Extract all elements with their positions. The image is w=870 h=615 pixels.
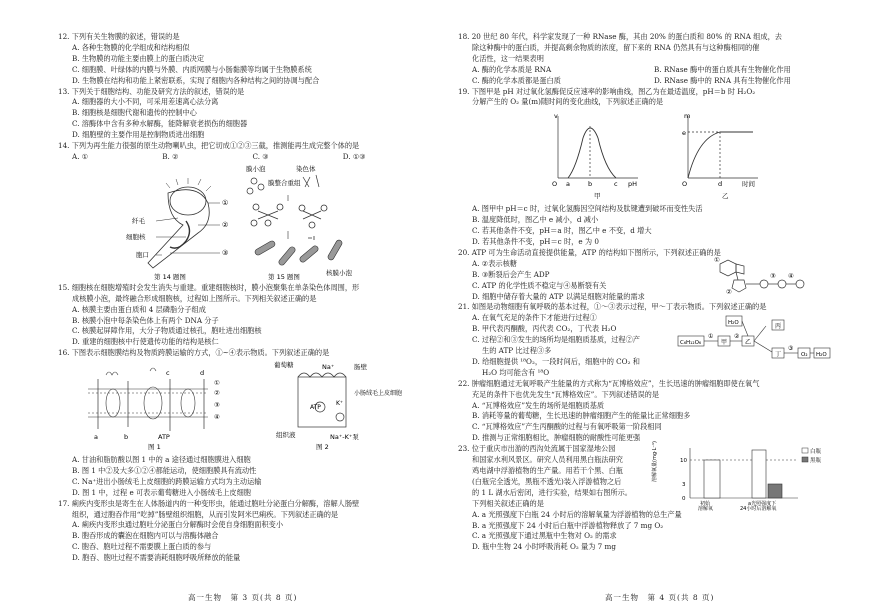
legend-white-swatch xyxy=(802,448,808,453)
label-h2o-2: H₂O xyxy=(816,352,827,359)
option-b: B. 温度降低时，图乙中 e 减小，d 减小 xyxy=(472,215,599,225)
option-d: D. 瓶中生物 24 小时呼吸消耗 O₂ 量为 7 mg xyxy=(472,542,616,552)
label-3: ③ xyxy=(788,345,794,353)
option-a: A. a 光照强度下白瓶 24 小时后的溶解氧量为浮游植物的总生产量 xyxy=(472,509,682,519)
label-glucose: 葡萄糖 xyxy=(274,361,294,370)
label-atp: ATP xyxy=(158,433,170,442)
nucleus-rebuild-diagram xyxy=(246,164,353,281)
label-mouth: 胞口 xyxy=(136,250,149,259)
option-b: B. 图 1 中②及大多①②④都能运动，使细胞膜具有流动性 xyxy=(72,465,257,475)
question-stem-line2: 除这种酶中的蛋白质，并提高剩余物质的浓度，留下来的 RNA 仍然具有与这种酶相同的催 xyxy=(472,42,760,52)
legend-white: 白瓶 xyxy=(810,449,822,456)
axis-y-label: 溶解氧量(mg·L⁻¹) xyxy=(652,441,658,483)
label-v: v xyxy=(554,112,558,121)
option-c: C. ③ xyxy=(252,151,269,161)
label-3: ③ xyxy=(770,271,776,280)
x-label-a-2: 24小时后溶解氧 xyxy=(740,506,777,513)
question-21 xyxy=(458,302,836,378)
dissolved-oxygen-chart xyxy=(652,441,836,513)
options-row-2 xyxy=(458,76,836,87)
intestine-transport-fig2 xyxy=(274,360,402,451)
question-13 xyxy=(58,87,433,142)
question-12 xyxy=(58,32,433,87)
label-b: b xyxy=(588,180,593,189)
label-3: ③ xyxy=(222,248,229,257)
trumpet-animal-diagram xyxy=(126,178,228,281)
tick-10: 10 xyxy=(680,458,687,465)
legend-black-swatch xyxy=(802,457,808,462)
figure-19 xyxy=(458,108,836,200)
question-19-options xyxy=(458,204,836,248)
label-o1: O xyxy=(552,180,558,189)
option-b: B. 生物膜的功能主要由膜上的蛋白质决定 xyxy=(72,53,205,63)
option-d: D. 推测与正常细胞相比，肿瘤细胞的耐酸性可能更强 xyxy=(472,433,641,443)
option-d: D. 生物膜在结构和功能上紧密联系，实现了细胞内各种结构之间的协调与配合 xyxy=(72,75,320,85)
footer-left: 高一生物 第 3 页(共 8 页) xyxy=(188,593,298,602)
option-c: C. “瓦博格效应”产生丙酮酸的过程与有氧呼吸第一阶段相同 xyxy=(472,422,662,432)
question-23 xyxy=(458,441,836,553)
option-b: B. ③断裂后会产生 ADP xyxy=(472,269,550,279)
question-22 xyxy=(458,379,836,444)
label-vesicle: 膜小泡 xyxy=(246,164,266,173)
label-nucleus: 细胞核 xyxy=(126,232,146,241)
label-e: e xyxy=(682,129,686,138)
option-a: A. ②表示核糖 xyxy=(472,258,517,268)
question-stem: 20. ATP 可为生命活动直接提供能量，ATP 的结构如下图所示，下列叙述正确的是 xyxy=(458,247,721,257)
option-c: C. 胞吞、胞吐过程不需要膜上蛋白质的参与 xyxy=(72,542,212,552)
option-c: C. 若其他条件不变，pH＝a 时，图乙中 e 不变，d 增大 xyxy=(472,226,652,236)
question-19 xyxy=(458,87,836,109)
label-d: d xyxy=(200,369,205,378)
label-yi: 乙 xyxy=(745,339,752,347)
question-stem-line1: 15. 细胞核在细胞增殖时会发生消失与重建。重建细胞核时，膜小泡聚集在单条染色体周围，形 xyxy=(58,282,360,292)
question-stem: 14. 下列为再生能力很强的原生动物喇叭虫，把它切成①②③三截，推测能再生成完整个体的是 xyxy=(58,141,360,151)
label-na: Na⁺ xyxy=(322,363,335,372)
question-stem-line1: 17. 痢疾内变形虫是寄生在人体肠道内的一种变形虫，能通过胞吐分泌蛋白分解酶，溶解人肠壁 xyxy=(58,498,360,508)
option-c: C. 核膜起屏障作用，大分子物质通过核孔，胞吐进出细胞核 xyxy=(72,326,262,336)
option-c: C. ATP 的化学性质不稳定与④易断裂有关 xyxy=(472,280,607,290)
left-column xyxy=(58,32,433,564)
label-1: ① xyxy=(714,255,720,264)
x-label-a: a光照强度下 xyxy=(748,501,777,508)
label-d: d xyxy=(718,180,723,189)
option-b: B. 消耗等量的葡萄糖，生长迅速的肿瘤细胞产生的能量比正常细胞多 xyxy=(472,411,691,421)
option-d: D. 细胞壁的主要作用是控制物质进出细胞 xyxy=(72,130,205,140)
bar-initial xyxy=(704,460,720,498)
tick-0: 0 xyxy=(682,496,686,503)
label-p3: ③ xyxy=(214,401,220,410)
option-a: A. 酶的化学本质是 RNA xyxy=(472,64,552,74)
option-d: D. RNase 酶中的 RNA 具有生物催化作用 xyxy=(654,75,791,85)
label-a: a xyxy=(94,433,98,442)
label-pore: 核膜小泡 xyxy=(326,268,352,277)
option-c: C. 细胞膜、叶绿体的内膜与外膜、内质网膜与小肠黏膜等均属于生物膜系统 xyxy=(72,64,312,74)
label-time: 时间 xyxy=(742,180,755,189)
option-b: B. 胞吞形成的囊泡在细胞内可以与溶酶体融合 xyxy=(72,531,219,541)
label-o2: O xyxy=(682,180,688,189)
option-b: B. 核膜小泡中每条染色体上有两个 DNA 分子 xyxy=(72,315,219,325)
option-c: C. a 光照强度下通过黑瓶中生物对 O₂ 的需求 xyxy=(472,531,617,541)
question-stem-line4: (白瓶完全透光，黑瓶不透光)装入浮游植物之后 xyxy=(472,476,622,486)
label-1: ① xyxy=(222,198,229,207)
option-a: A. 痢疾内变形虫通过胞吐分泌蛋白分解酶时会使自身细胞面积变小 xyxy=(72,520,284,530)
option-b: B. a 光照强度下 24 小时后白瓶中浮游植物释放了 7 mg O₂ xyxy=(472,520,664,530)
label-2: ② xyxy=(726,287,732,296)
right-column xyxy=(458,32,836,553)
atp-structure-diagram xyxy=(708,256,828,296)
label-c: c xyxy=(166,369,170,378)
question-stem: 13. 下列关于细胞结构、功能及研究方法的叙述，错误的是 xyxy=(58,86,245,96)
label-b: b xyxy=(124,433,129,442)
figure-16-1-caption: 图 1 xyxy=(148,443,161,452)
option-b: B. RNase 酶中的蛋白质具有生物催化作用 xyxy=(654,64,791,74)
option-d-line1: D. 给细胞提供 ¹⁸O₂，一段时间后，细胞中的 CO₂ 和 xyxy=(472,356,640,366)
question-stem-line2: 组织，通过胞吞作用“吃掉”肠壁组织细胞，从而引发阿米巴痢疾。下列叙述正确的是 xyxy=(72,509,339,519)
question-20 xyxy=(458,248,836,303)
label-ding: 丁 xyxy=(775,351,782,359)
bar-black-bottle xyxy=(768,484,782,498)
options-row xyxy=(58,152,433,163)
label-pump: Na⁺-K⁺泵 xyxy=(330,433,359,442)
question-stem-line6: 下列相关叙述正确的是 xyxy=(472,498,544,508)
question-stem-line3: 化活性，这一结果表明 xyxy=(472,53,544,63)
figure-16-2-caption: 图 2 xyxy=(316,443,329,452)
option-d: D. 重建的细胞核中行使遗传功能的结构是核仁 xyxy=(72,337,219,347)
option-c: C. 酶的化学本质都是蛋白质 xyxy=(472,75,561,85)
question-stem-line2: 成核膜小泡，最终融合形成细胞核，过程如上图所示。下列相关叙述正确的是 xyxy=(72,293,317,303)
question-stem: 21. 如图是动物细胞有氧呼吸的基本过程，①～③表示过程，甲～丁表示物质。下列叙述正确的是 xyxy=(458,302,767,312)
label-p4: ④ xyxy=(214,413,220,422)
option-c-line1: C. 过程②和③发生的场所均是细胞质基质，过程②产 xyxy=(472,335,640,345)
legend-black: 黑瓶 xyxy=(810,458,822,465)
question-stem-line2: 分解产生的 O₂ 量(m)随时间的变化曲线，下列叙述正确的是 xyxy=(472,97,664,107)
option-a: A. 图甲中 pH＝c 时，过氧化氢酶因空间结构及肽键遭到破坏而变性失活 xyxy=(472,204,703,214)
x-label-initial: 初始 xyxy=(700,501,711,508)
option-a: A. 甘油和脂肪酸以图 1 中的 a 途径通过细胞膜进入细胞 xyxy=(72,455,251,465)
option-a: A. 细胞器的大小不同，可采用差速离心法分离 xyxy=(72,97,219,107)
figure-14-15 xyxy=(58,163,433,283)
options-row-1 xyxy=(458,65,836,76)
option-d: D. ①③ xyxy=(342,151,366,161)
question-16-options xyxy=(58,455,433,499)
membrane-transport-fig1 xyxy=(88,368,220,451)
question-stem-line3: 鸡电湖中浮游植物的生产量。用若干个黑、白瓶 xyxy=(472,466,623,475)
question-stem-line1: 18. 20 世纪 80 年代，科学家发现了一种 RNase 酶，其由 20% 的蛋白质和 80% 的 RNA 组成，去 xyxy=(458,32,782,41)
question-14 xyxy=(58,141,433,163)
option-d: D. 胞吞、胞吐过程不需要消耗细胞呼吸所释放的能量 xyxy=(72,553,241,563)
label-glucose: C₆H₁₂O₆ xyxy=(680,340,702,347)
question-stem: 12. 下列有关生物膜的叙述，错误的是 xyxy=(58,32,180,41)
option-a: A. 各种生物膜的化学组成和结构相似 xyxy=(72,42,190,52)
label-o2: O₂ xyxy=(801,352,808,359)
figure-14-caption: 第 14 题图 xyxy=(154,272,186,281)
graph-jia xyxy=(558,116,638,178)
question-17 xyxy=(58,499,433,564)
label-cilia: 纤毛 xyxy=(132,216,145,225)
option-b: B. ② xyxy=(162,151,179,161)
label-wall: 肠壁 xyxy=(354,363,367,372)
bar-white-bottle xyxy=(752,450,766,498)
option-a: A. 核膜主要由蛋白质和 4 层磷脂分子组成 xyxy=(72,304,206,314)
option-b: B. 甲代表丙酮酸，丙代表 CO₂，丁代表 H₂O xyxy=(472,324,617,334)
label-c: c xyxy=(614,180,618,189)
question-stem-line2: 和国家水利风景区。研究人员利用黑白瓶法研究 xyxy=(472,455,623,465)
question-18 xyxy=(458,32,836,87)
label-yi: 乙 xyxy=(722,192,729,201)
label-h2o: H₂O xyxy=(728,320,739,327)
option-a: A. 在氧气充足的条件下才能进行过程① xyxy=(472,313,597,323)
option-d: D. 图 1 中，过程 e 可表示葡萄糖进入小肠绒毛上皮细胞 xyxy=(72,487,251,497)
question-16 xyxy=(58,348,433,359)
respiration-diagram xyxy=(676,312,836,368)
question-stem-line2: 充足的条件下也优先发生“瓦博格效应”。下列叙述错误的是 xyxy=(472,389,660,399)
question-stem-line1: 22. 肿瘤细胞通过无氧呼吸产生能量的方式称为“瓦博格效应”，生长迅速的肿瘤细胞即使在氧气 xyxy=(458,378,760,388)
option-b: B. 细胞核是细胞代谢和遗传的控制中心 xyxy=(72,108,197,118)
option-d: D. 若其他条件不变，pH＝c 时，e 为 0 xyxy=(472,236,599,246)
question-stem: 16. 下图表示细胞膜结构及物质跨膜运输的方式，①~④表示物质。下列叙述正确的是 xyxy=(58,348,330,358)
label-kk: K⁺ xyxy=(336,400,344,408)
label-atp2: ATP xyxy=(310,404,321,412)
figure-15-caption: 第 15 题图 xyxy=(268,272,300,281)
label-p2: ② xyxy=(214,389,220,398)
label-bing: 丙 xyxy=(775,323,782,331)
option-c-line2: 生的 ATP 比过程③多 xyxy=(482,346,552,356)
label-p1: ① xyxy=(214,379,220,388)
label-villus: 小肠绒毛上皮细胞 xyxy=(354,390,403,398)
label-1: ① xyxy=(708,333,714,341)
option-d: D. 细胞中储存着大量的 ATP 以满足细胞对能量的需求 xyxy=(472,291,645,301)
label-chromosome: 染色体 xyxy=(296,164,316,173)
label-4: ④ xyxy=(788,271,794,280)
label-2: ② xyxy=(734,333,740,341)
tick-3: 3 xyxy=(682,482,686,489)
option-a: A. ① xyxy=(72,151,89,161)
question-stem-line1: 19. 下图甲是 pH 对过氧化氢酶促反应速率的影响曲线，图乙为在最适温度，pH＝b 时 H₂O₂ xyxy=(458,86,756,96)
label-m: m xyxy=(684,112,691,121)
graph-yi xyxy=(688,116,758,178)
label-jia: 甲 xyxy=(721,339,728,347)
figure-16 xyxy=(58,359,433,451)
label-2: ② xyxy=(222,220,229,229)
label-a: a xyxy=(566,180,570,189)
x-label-initial-2: 溶解氧 xyxy=(698,506,714,513)
question-15 xyxy=(58,283,433,348)
option-c: C. Na⁺进出小肠绒毛上皮细胞的跨膜运输方式均为主动运输 xyxy=(72,476,262,486)
label-ph: pH xyxy=(628,180,638,189)
label-membrane: 膜整合重组 xyxy=(268,178,301,187)
label-tissue: 组织液 xyxy=(276,431,296,440)
option-d-line2: H₂O 均可能含有 ¹⁸O xyxy=(482,367,550,377)
label-jia: 甲 xyxy=(594,192,601,201)
option-a: A. “瓦博格效应”发生的场所是细胞质基质 xyxy=(472,400,605,410)
footer-right: 高一生物 第 4 页(共 8 页) xyxy=(605,593,715,602)
question-stem-line5: 的 1 L 湖水后密闭，进行实验，结果如右图所示。 xyxy=(472,487,632,497)
option-c: C. 溶酶体中含有多种水解酶，能降解衰老损伤的细胞器 xyxy=(72,119,248,129)
question-stem-line1: 23. 位于重庆市出游的西沟处流属于国家湿地公园 xyxy=(458,444,616,454)
